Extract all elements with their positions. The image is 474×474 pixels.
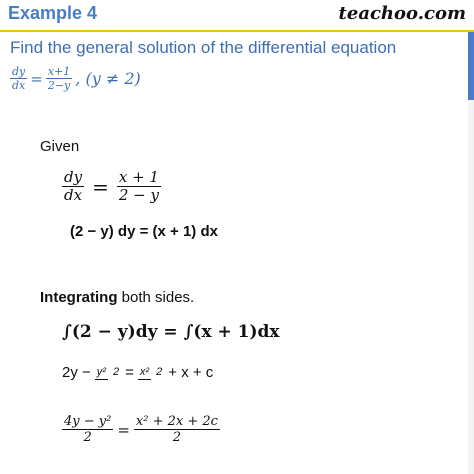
question-rhs-numerator: x+1 — [47, 65, 71, 78]
result2-lhs-numerator: 4y − y² — [64, 414, 112, 429]
result1-frac2 — [138, 367, 164, 378]
result1-frac1-numerator: y² — [96, 366, 106, 378]
result2-lhs-fraction — [62, 415, 113, 444]
question-equation — [10, 66, 141, 91]
result1-rest: + x + c — [168, 364, 214, 381]
given-rhs-denominator: 2 − y — [118, 186, 159, 204]
question-lhs-numerator: dy — [12, 65, 26, 78]
integrating-text — [40, 289, 194, 306]
result1-frac1 — [95, 367, 121, 378]
given-lhs-denominator: dx — [64, 186, 83, 204]
given-rhs-fraction — [117, 170, 161, 203]
header-bar — [0, 0, 474, 32]
given-rhs-numerator: x + 1 — [118, 168, 159, 186]
given-equation — [62, 170, 161, 203]
given-label: Given — [40, 138, 80, 155]
given-lhs-fraction — [62, 170, 84, 203]
integral-equation: ∫(2 − y)dy = ∫(x + 1)dx — [62, 322, 280, 342]
integrating-bold: Integrating — [40, 289, 118, 306]
scrollbar-thumb[interactable] — [468, 32, 474, 100]
separated-equation: (2 − y) dy = (x + 1) dx — [70, 223, 218, 240]
result2-rhs-numerator: x² + 2x + 2c — [135, 414, 218, 429]
question-rhs-denominator: 2−y — [47, 79, 71, 92]
result2-rhs-fraction — [134, 415, 220, 444]
brand-logo: teachoo.com — [338, 3, 466, 24]
example-title: Example 4 — [8, 3, 98, 23]
given-lhs-numerator: dy — [64, 168, 83, 186]
result1-frac2-denominator: 2 — [156, 366, 163, 378]
result2-rhs-denominator: 2 — [172, 430, 182, 445]
result1-equals: = — [125, 364, 134, 381]
result1-frac2-numerator: x² — [139, 366, 150, 378]
result2-lhs-denominator: 2 — [83, 430, 92, 445]
question-text: Find the general solution of the differential equation — [10, 38, 397, 57]
given-equals: = — [92, 174, 109, 199]
question-lhs-fraction — [10, 66, 27, 91]
question-lhs-denominator: dx — [12, 79, 26, 92]
integrating-rest: both sides. — [117, 289, 195, 306]
question-condition: , (y ≠ 2) — [75, 69, 141, 88]
question-rhs-fraction — [46, 66, 72, 91]
question-equals: = — [30, 69, 43, 88]
result1-equation — [62, 364, 213, 381]
result2-equation — [62, 415, 220, 444]
result1-frac1-denominator: 2 — [113, 366, 120, 378]
result1-part1: 2y − — [62, 364, 91, 381]
result2-equals: = — [117, 420, 130, 439]
